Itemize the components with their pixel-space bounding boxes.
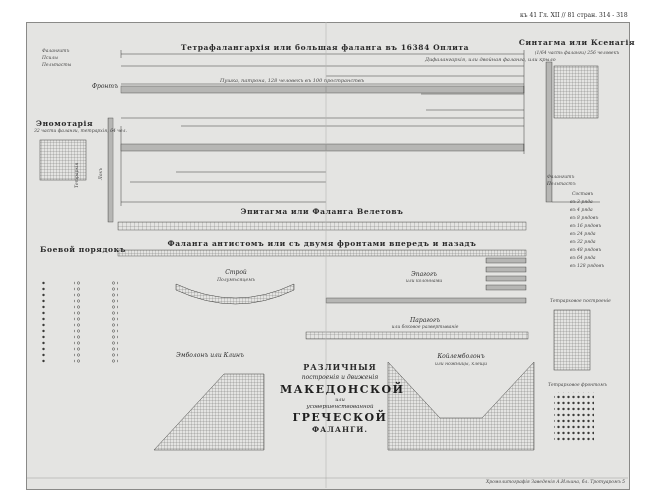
front-label: Фронтъ <box>92 83 119 90</box>
koilembolon-subtitle: или ножницы, клещи <box>434 362 488 367</box>
plesion-rank <box>326 298 526 303</box>
paragoge-rank <box>306 332 528 339</box>
legend-item: Фалангитъ <box>42 49 70 54</box>
title-cartouche <box>280 362 405 434</box>
right-list-item: въ 8 рядовъ <box>570 216 599 221</box>
enomotia-subtitle: 32 части фаланги, тетрархія, 64 чел. <box>34 129 127 134</box>
synthagma-column <box>546 62 552 202</box>
synthagma-subtitle: (1/64 часть фаланги) 256 человекъ <box>534 51 620 56</box>
koilembolon-pincer <box>388 362 534 450</box>
cartouche-line: построенія и движенія <box>301 374 379 381</box>
koilembolon-title: Койлемболонъ <box>437 353 485 360</box>
right-legend-1: Фалангитъ <box>547 175 575 180</box>
phalanx-rank-1 <box>121 86 524 93</box>
right-list-item: въ 32 ряда <box>570 240 596 245</box>
antistomos-rank <box>118 250 526 256</box>
right-list-item: въ 64 ряда <box>570 256 596 261</box>
stroy-title: Строй <box>225 269 247 276</box>
dot-column-2 <box>74 280 80 364</box>
cartouche-line: усовершенствованной <box>306 404 374 410</box>
right-list-item: въ 48 рядовъ <box>570 248 602 253</box>
right-composition: Составъ <box>572 192 594 197</box>
right-section-2: Тетрарховое фронтомъ <box>548 383 607 388</box>
synthagma-title: Синтагма или Ксенагія <box>518 38 636 47</box>
right-legend-2: Пельтастъ <box>547 182 576 187</box>
epitagma-title: Эпитагма или Фаланга Велетовъ <box>240 207 404 216</box>
legend-item: Псилы <box>42 56 58 61</box>
enomotia-title: Эномотарія <box>36 119 94 128</box>
right-list-item: въ 24 ряда <box>570 232 596 237</box>
right-list-item: въ 16 рядовъ <box>570 224 602 229</box>
cartouche-line: или <box>335 397 345 403</box>
dot-column-3 <box>112 280 118 364</box>
right-section-1: Тетрарховое построеніе <box>550 299 611 304</box>
tetrarch-grid <box>554 310 590 370</box>
main-phalanx-lines <box>121 50 524 206</box>
paragoge-title: Парагогъ <box>410 317 440 324</box>
epitagma-rank <box>118 222 526 230</box>
main-subtitle: Дифалангархія, или двойная фаланга, или крыло <box>425 57 556 63</box>
front-subtitle: Пушка, патрона, 128 человекъ въ 100 пространствъ <box>220 78 365 84</box>
stroy-subtitle: Полумѣсяцемъ <box>217 278 255 283</box>
plesion-subtitle: или колоннами <box>405 279 443 284</box>
printer-credit: Хромолитографія Заведенія А.Ильина, бл. Тротуаромъ 5 <box>486 480 626 485</box>
right-list-item: въ 4 ряда <box>570 208 593 213</box>
right-vertical-label: Лохъ <box>99 167 104 180</box>
legend-item: Пельтасты <box>42 63 72 68</box>
tetrarch-front-dots <box>554 392 594 442</box>
cartouche-line: РАЗЛИЧНЫЯ <box>303 362 377 372</box>
cartouche-line: ФАЛАНГИ. <box>312 425 368 434</box>
main-title: Тетрафалангархія или большая фаланга въ 16384 Оплита <box>180 43 470 52</box>
antistomos-title: Фаланга антистомъ или съ двумя фронтами впередъ и назадъ <box>167 239 477 248</box>
plesion-title: Эпагогъ <box>411 271 437 278</box>
right-list-item: въ 128 рядовъ <box>570 264 605 269</box>
paragoge-subtitle: или боковое развертываніе <box>391 325 459 330</box>
page-reference: къ 41 Гл. XII // 81 стран. 314 - 318 <box>520 12 628 19</box>
left-vertical-label: Тетрархія <box>75 162 80 188</box>
embolon-wedge <box>154 374 264 450</box>
crescent-formation <box>176 284 294 304</box>
embolon-title: Эмболонъ или Клинъ <box>176 352 244 359</box>
synthagma-grid <box>554 66 598 118</box>
plesion-blocks <box>486 258 526 290</box>
cartouche-line: МАКЕДОНСКОЙ <box>280 383 405 396</box>
cartouche-line: ГРЕЧЕСКОЙ <box>292 411 388 424</box>
battle-order-title: Боевой порядокъ <box>40 245 127 254</box>
right-list-item: въ 3 ряда <box>570 200 593 205</box>
phalanx-rank-2 <box>121 144 524 151</box>
dot-column-1 <box>40 280 46 364</box>
